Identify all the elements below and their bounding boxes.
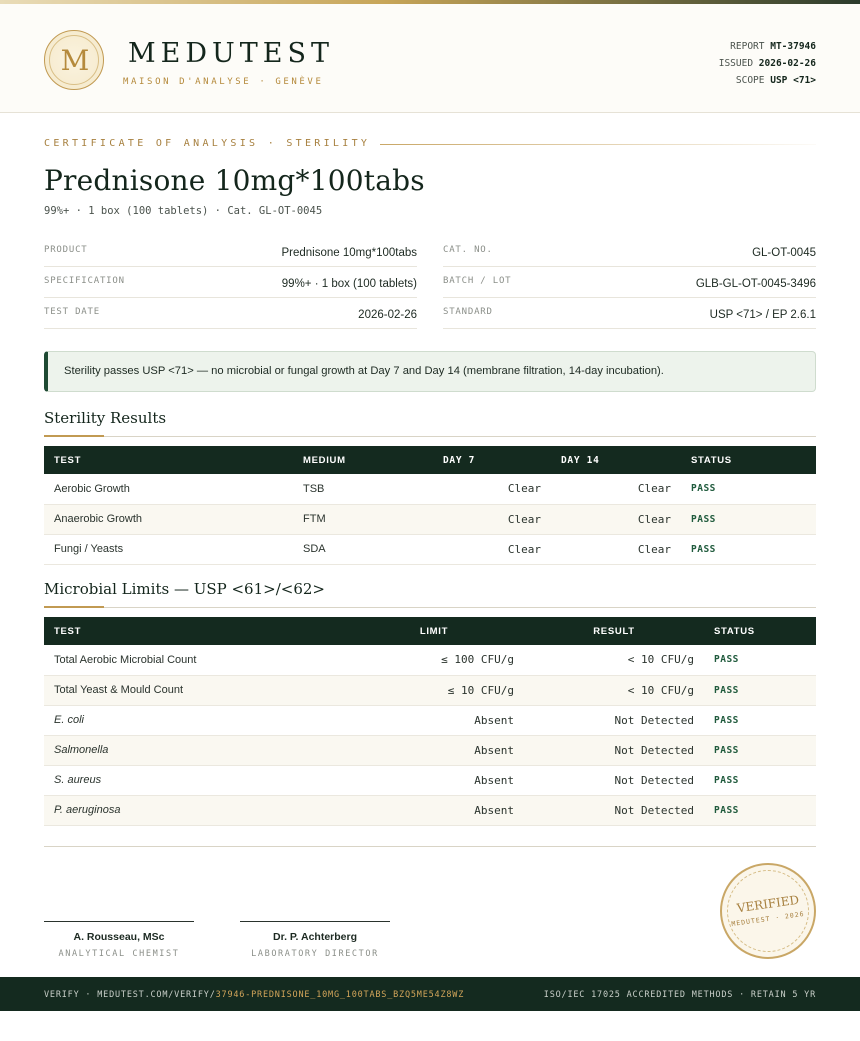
status-badge: PASS: [681, 504, 816, 534]
signature-divider: [44, 846, 816, 847]
col-day7: DAY 7: [433, 446, 551, 474]
col-medium: MEDIUM: [293, 446, 433, 474]
col-status: STATUS: [681, 446, 816, 474]
col-test: TEST: [44, 617, 354, 645]
section-divider: [44, 607, 816, 608]
page-title: Prednisone 10mg*100tabs: [44, 164, 425, 197]
col-limit: LIMIT: [354, 617, 524, 645]
detail-standard: STANDARD USP <71> / EP 2.6.1: [443, 298, 816, 329]
signer-role: LABORATORY DIRECTOR: [251, 949, 379, 959]
report-meta: [719, 38, 816, 89]
scope-value: USP <71>: [770, 75, 816, 86]
status-badge: PASS: [681, 534, 816, 564]
signer-role: ANALYTICAL CHEMIST: [58, 949, 180, 959]
footer-bar: [0, 977, 860, 1011]
seal-verified-text: VERIFIED: [736, 892, 800, 916]
alert-text: Sterility passes USP <71> — no microbial or fungal growth at Day 7 and Day 14 (membrane filtration, 14-day incubation).: [64, 365, 664, 377]
report-number: MT-37946: [770, 41, 816, 52]
status-badge: PASS: [704, 705, 816, 735]
logo-letter: M: [60, 44, 90, 77]
microbial-limits-table: [44, 617, 816, 826]
table-row: Total Yeast & Mould Count ≤ 10 CFU/g < 10 CFU/g PASS: [44, 675, 816, 705]
verify-code: 37946-PREDNISONE_10MG_100TABS_BZQ5ME54Z8WZ: [215, 990, 465, 1000]
detail-test-date: TEST DATE 2026-02-26: [44, 298, 417, 329]
meta-report: REPORT MT-37946: [730, 41, 816, 52]
microbial-section-title: Microbial Limits — USP <61>/<62>: [44, 580, 325, 598]
table-header-row: [44, 446, 816, 474]
table-row: Anaerobic Growth FTM Clear Clear PASS: [44, 504, 816, 534]
table-row: Total Aerobic Microbial Count ≤ 100 CFU/g < 10 CFU/g PASS: [44, 645, 816, 675]
detail-batch-lot: BATCH / LOT GLB-GL-OT-0045-3496: [443, 267, 816, 298]
issued-date: 2026-02-26: [758, 58, 816, 69]
verify-link[interactable]: VERIFY · MEDUTEST.COM/VERIFY/37946-PREDNISONE_10MG_100TABS_BZQ5ME54Z8WZ: [44, 990, 465, 1000]
col-result: RESULT: [524, 617, 704, 645]
table-row: E. coli Absent Not Detected PASS: [44, 705, 816, 735]
verified-seal: [720, 863, 816, 959]
table-header-row: [44, 617, 816, 645]
report-header: [0, 4, 860, 113]
sterility-pass-alert: [44, 351, 816, 392]
detail-cat-no: CAT. NO. GL-OT-0045: [443, 236, 816, 267]
signer-name: Dr. P. Achterberg: [272, 931, 358, 943]
table-row: Aerobic Growth TSB Clear Clear PASS: [44, 474, 816, 504]
certificate-eyebrow: CERTIFICATE OF ANALYSIS · STERILITY: [44, 138, 371, 149]
seal-brand-text: MEDUTEST · 2026: [730, 909, 806, 929]
signature-director: [240, 921, 390, 959]
col-status: STATUS: [704, 617, 816, 645]
eyebrow-divider: [380, 144, 816, 145]
sterility-table: [44, 446, 816, 565]
status-badge: PASS: [704, 765, 816, 795]
table-row: Fungi / Yeasts SDA Clear Clear PASS: [44, 534, 816, 564]
status-badge: PASS: [704, 645, 816, 675]
col-day14: DAY 14: [551, 446, 681, 474]
brand-logo: [44, 30, 104, 90]
table-row: P. aeruginosa Absent Not Detected PASS: [44, 795, 816, 825]
status-badge: PASS: [704, 795, 816, 825]
table-row: Salmonella Absent Not Detected PASS: [44, 735, 816, 765]
section-divider: [44, 436, 816, 437]
meta-issued: ISSUED 2026-02-26: [718, 58, 816, 69]
status-badge: PASS: [704, 735, 816, 765]
detail-specification: SPECIFICATION 99%+ · 1 box (100 tablets): [44, 267, 417, 298]
accreditation-note: ISO/IEC 17025 ACCREDITED METHODS · RETAIN 5 YR: [543, 990, 816, 1000]
brand-name: MEDUTEST: [128, 38, 334, 69]
status-badge: PASS: [704, 675, 816, 705]
signer-name: A. Rousseau, MSc: [73, 931, 165, 943]
status-badge: PASS: [681, 474, 816, 504]
sterility-section-title: Sterility Results: [44, 409, 167, 427]
meta-scope: SCOPE USP <71>: [735, 75, 816, 86]
section-accent: [44, 606, 104, 608]
page-subtitle: 99%+ · 1 box (100 tablets) · Cat. GL-OT-0045: [44, 205, 323, 217]
section-accent: [44, 435, 104, 437]
table-row: S. aureus Absent Not Detected PASS: [44, 765, 816, 795]
detail-product: PRODUCT Prednisone 10mg*100tabs: [44, 236, 417, 267]
brand-tagline: MAISON D'ANALYSE · GENÈVE: [123, 77, 324, 87]
signature-chemist: [44, 921, 194, 959]
col-test: TEST: [44, 446, 293, 474]
